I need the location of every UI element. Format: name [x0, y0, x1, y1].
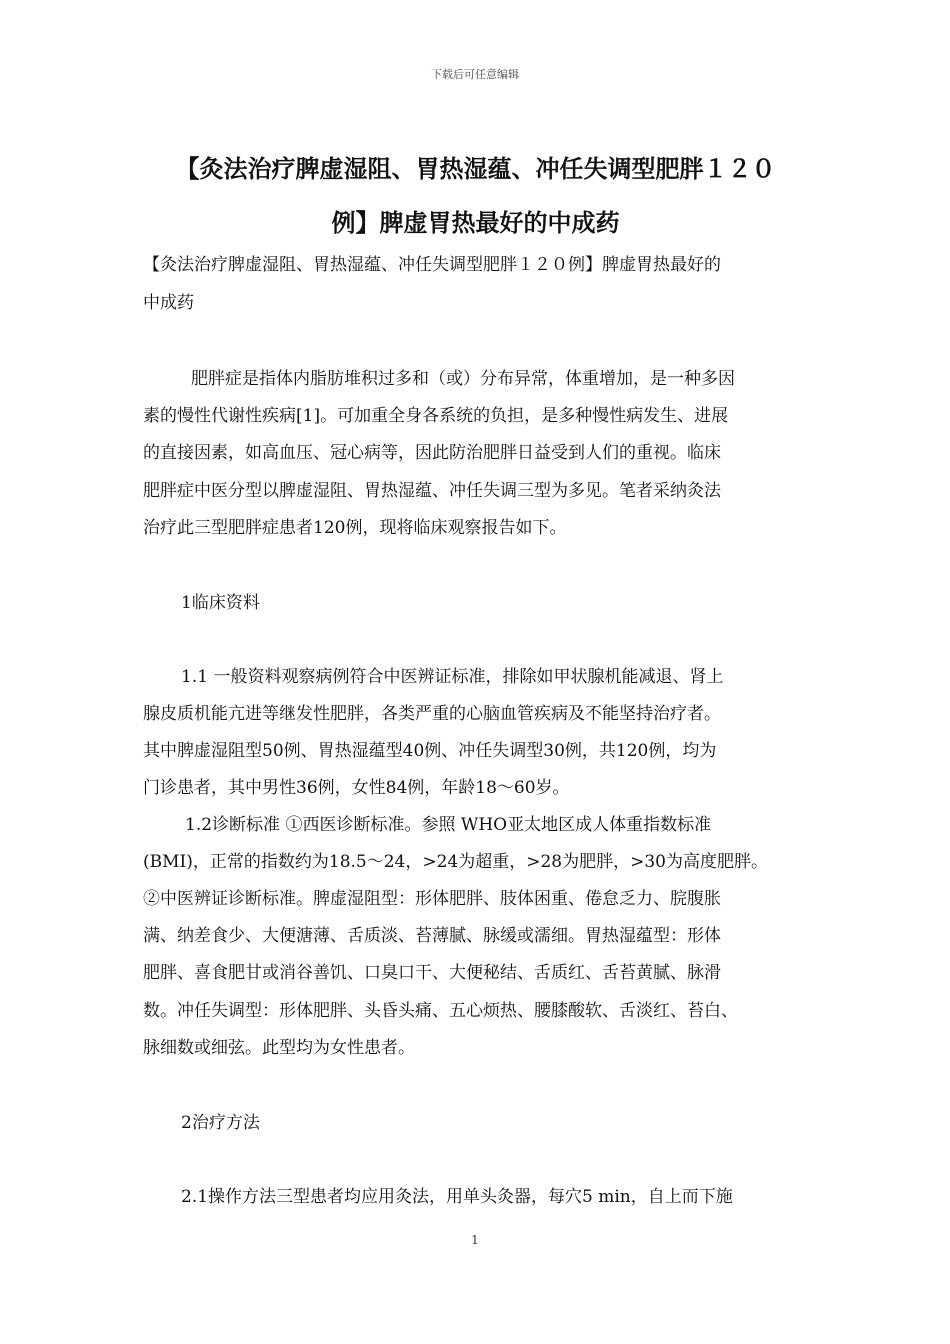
section-heading: 2治疗方法 [181, 1113, 260, 1133]
paragraph-line: 的直接因素，如高血压、冠心病等，因此防治肥胖日益受到人们的重视。临床 [143, 443, 721, 463]
paragraph-line: 肥胖症中医分型以脾虚湿阻、胃热湿蕴、冲任失调三型为多见。笔者采纳灸法 [143, 481, 721, 501]
paragraph-line: 素的慢性代谢性疾病[1]。可加重全身各系统的负担，是多种慢性病发生、进展 [143, 406, 729, 426]
page-header-note: 下载后可任意编辑 [431, 68, 519, 81]
document-title [143, 142, 808, 250]
paragraph-line: 肥胖症是指体内脂肪堆积过多和（或）分布异常，体重增加，是一种多因 [191, 369, 735, 389]
page-number: 1 [471, 1233, 479, 1247]
paragraph-line: 腺皮质机能亢进等继发性肥胖，各类严重的心脑血管疾病及不能坚持治疗者。 [143, 704, 721, 724]
subtitle-line: 中成药 [143, 293, 194, 313]
paragraph-line: 2.1操作方法三型患者均应用灸法，用单头灸器，每穴5 min，自上而下施 [181, 1187, 733, 1207]
title-line-2: 例】脾虚胃热最好的中成药 [331, 209, 620, 237]
title-line-1: 【灸法治疗脾虚湿阻、胃热湿蕴、冲任失调型肥胖１２０ [175, 155, 776, 183]
paragraph-line: 数。冲任失调型：形体肥胖、头昏头痛、五心烦热、腰膝酸软、舌淡红、苔白、 [143, 1001, 738, 1021]
paragraph-line: 脉细数或细弦。此型均为女性患者。 [143, 1038, 415, 1058]
paragraph-line: 1.2诊断标准 ①西医诊断标准。参照 WHO亚太地区成人体重指数标准 [185, 815, 712, 835]
paragraph-line: 门诊患者，其中男性36例，女性84例，年龄18～60岁。 [143, 778, 570, 798]
paragraph-line: 其中脾虚湿阻型50例、胃热湿蕴型40例、冲任失调型30例，共120例，均为 [143, 741, 717, 761]
paragraph-line: ②中医辨证诊断标准。脾虚湿阻型：形体肥胖、肢体困重、倦怠乏力、脘腹胀 [143, 889, 721, 909]
paragraph-line: 1.1 一般资料观察病例符合中医辨证标准，排除如甲状腺机能减退、肾上 [181, 667, 724, 687]
paragraph-line: 肥胖、喜食肥甘或消谷善饥、口臭口干、大便秘结、舌质红、舌苔黄腻、脉滑 [143, 963, 721, 983]
section-heading: 1临床资料 [181, 593, 260, 613]
paragraph-line: (BMI)，正常的指数约为18.5～24，>24为超重，>28为肥胖，>30为高度肥胖。 [143, 852, 768, 872]
paragraph-line: 治疗此三型肥胖症患者120例，现将临床观察报告如下。 [143, 518, 567, 538]
paragraph-line: 满、纳差食少、大便溏薄、舌质淡、苔薄腻、脉缓或濡细。胃热湿蕴型：形体 [143, 926, 721, 946]
subtitle-line: 【灸法治疗脾虚湿阻、胃热湿蕴、冲任失调型肥胖１２０例】脾虚胃热最好的 [143, 255, 721, 275]
